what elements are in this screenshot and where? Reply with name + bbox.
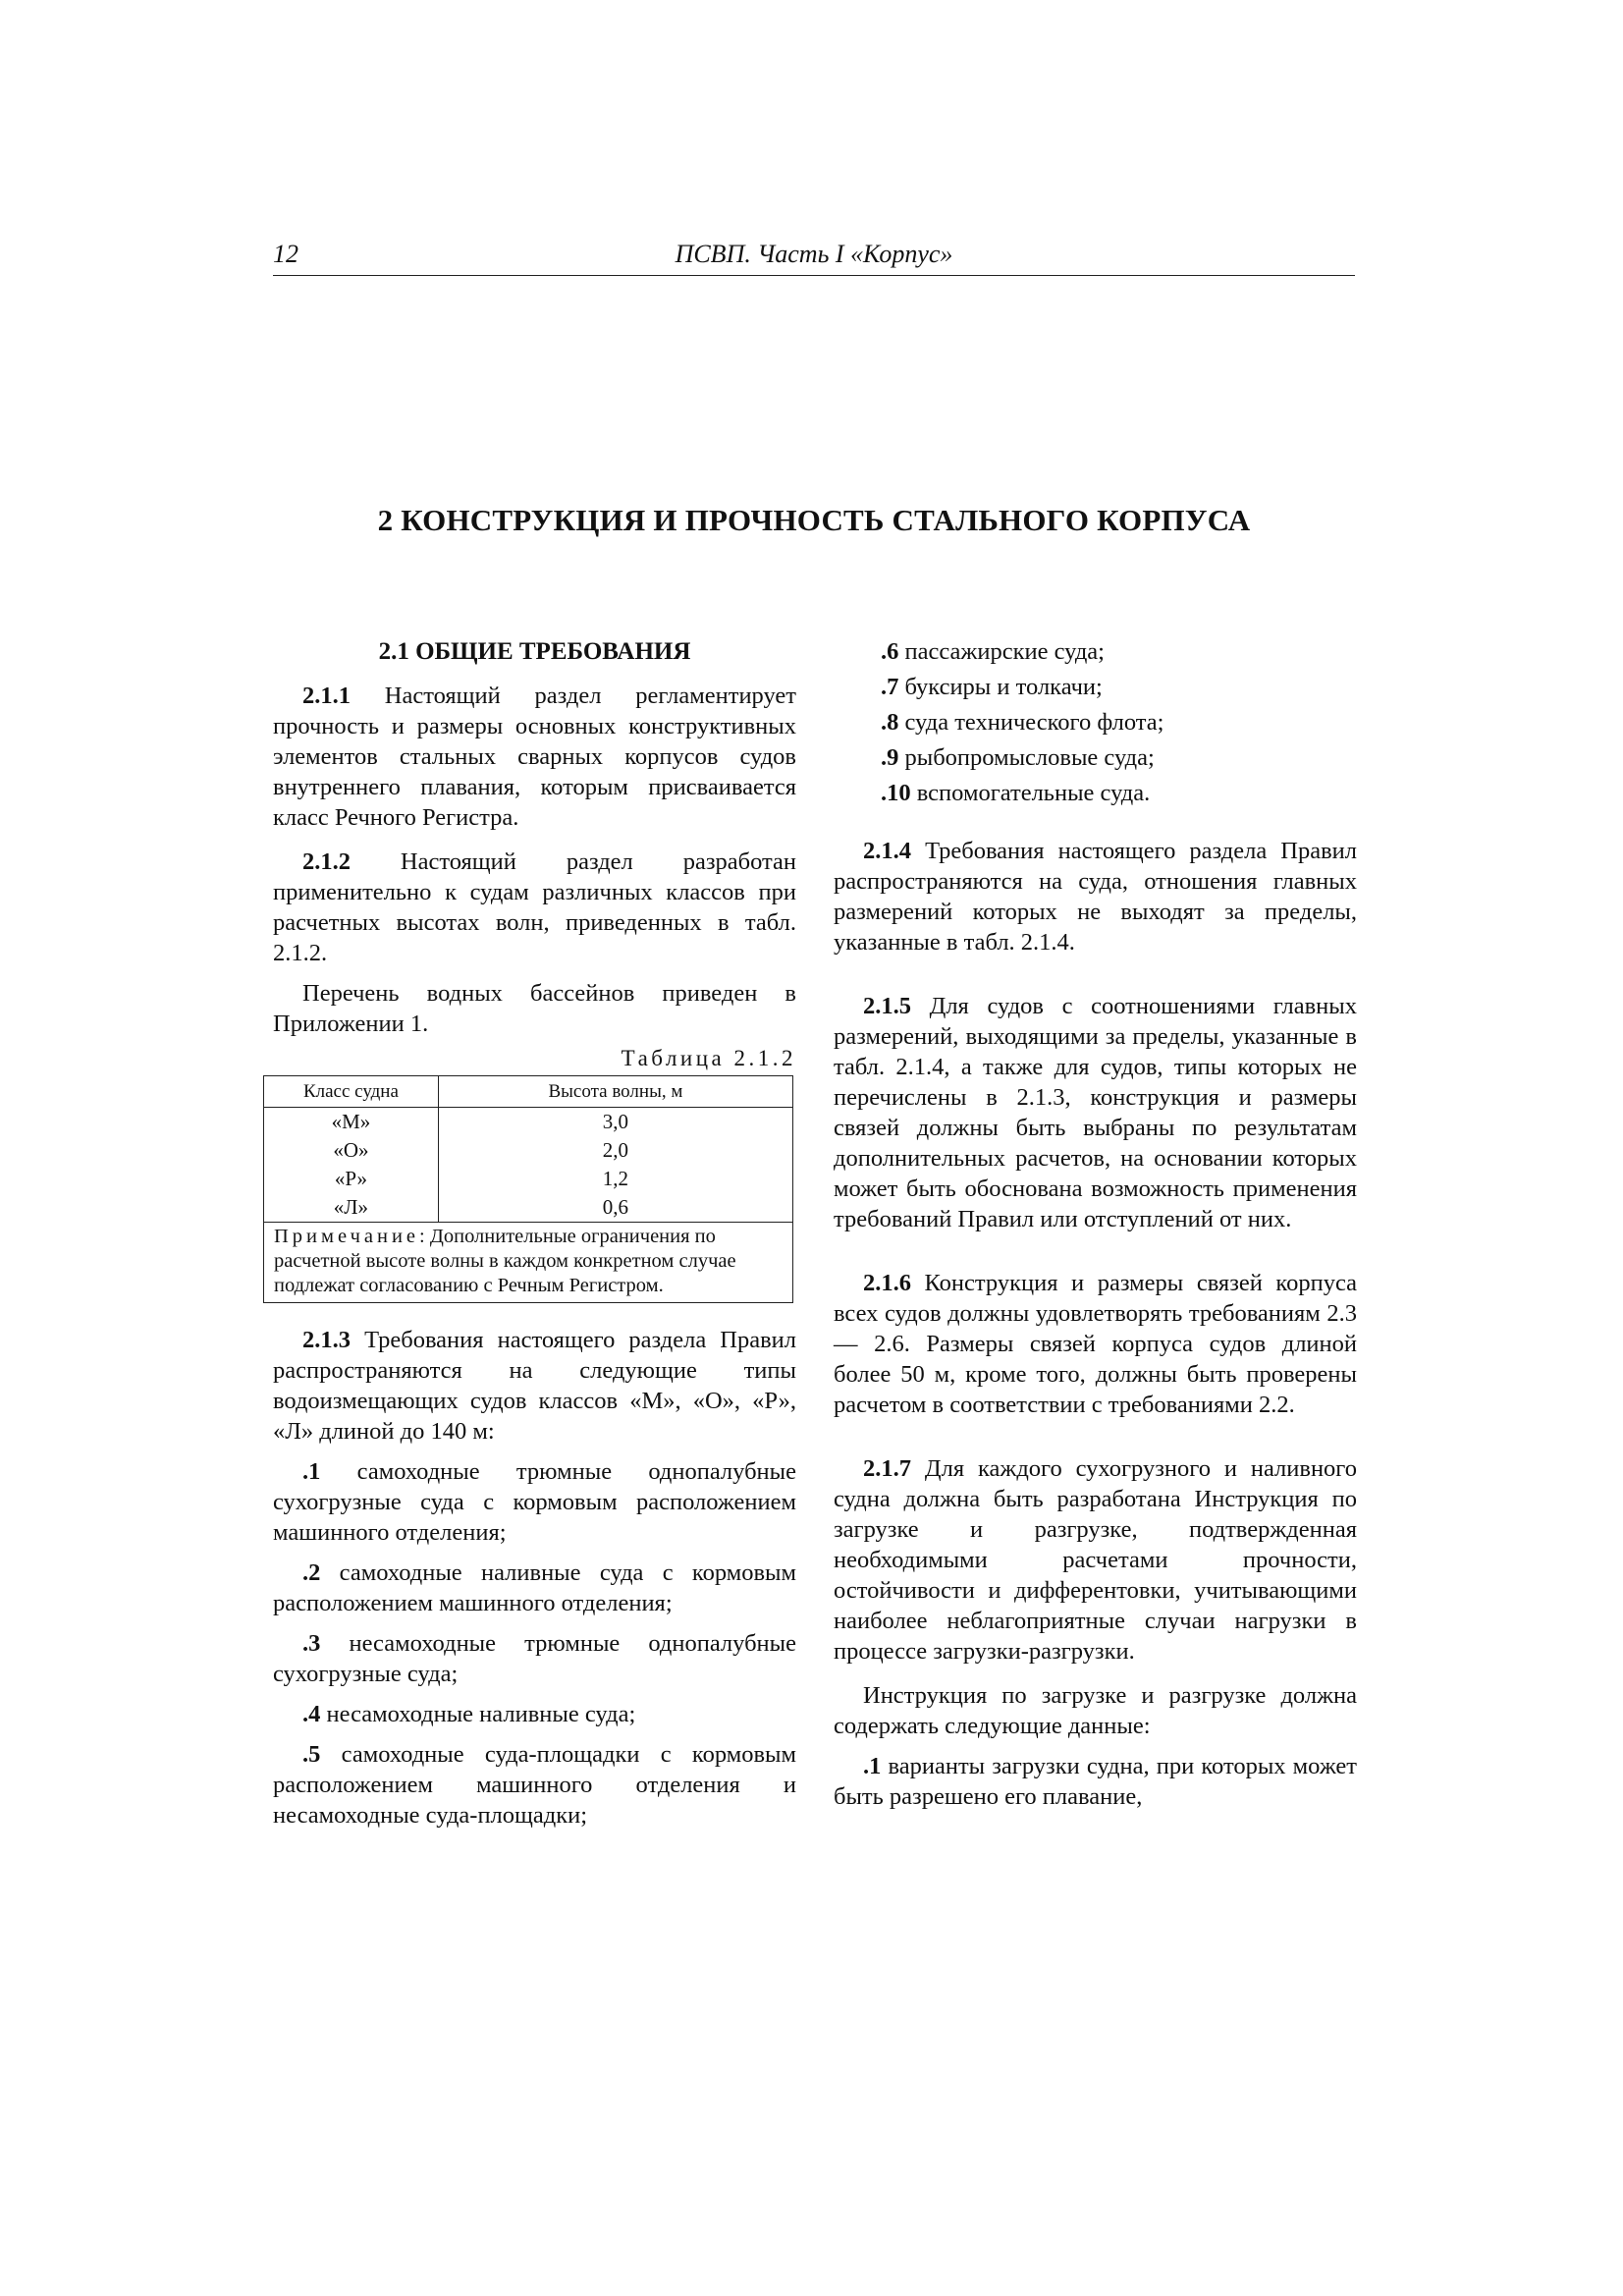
list-item: .1 самоходные трюмные однопалубные сухогрузные суда с кормовым расположением машинного отделения;	[273, 1458, 796, 1546]
note-label: Примечание	[274, 1226, 420, 1247]
right-column	[834, 636, 1357, 1812]
paragraph-2-1-4: 2.1.4 Требования настоящего раздела Правил распространяются на суда, отношения главных размерений которых не выходят за пределы, указанные в табл. 2.1.4.	[834, 838, 1357, 956]
paragraph-2-1-1: 2.1.1 Настоящий раздел регламентирует прочность и размеры основных конструктивных элементов стальных сварных корпусов судов внутреннего плавания, которым присваивается класс Речного Регистра.	[273, 683, 796, 831]
table-cell: «О»	[264, 1136, 439, 1165]
column-header-class: Класс судна	[264, 1076, 439, 1108]
chapter-title: 2 КОНСТРУКЦИЯ И ПРОЧНОСТЬ СТАЛЬНОГО КОРПУСА	[377, 503, 1251, 537]
list-item: .4 несамоходные наливные суда;	[302, 1701, 636, 1727]
list-item: .2 самоходные наливные суда с кормовым расположением машинного отделения;	[273, 1559, 796, 1616]
paragraph-2-1-2: 2.1.2 Настоящий раздел разработан применительно к судам различных классов при расчетных высотах волн, приведенных в табл. 2.1.2.	[273, 848, 796, 966]
list-item: .10 вспомогательные суда.	[881, 780, 1151, 806]
table-cell: 0,6	[438, 1193, 792, 1223]
table-cell: 2,0	[438, 1136, 792, 1165]
list-item: .9 рыбопромысловые суда;	[881, 744, 1155, 771]
running-title: ПСВП. Часть I «Корпус»	[675, 240, 953, 268]
list-item: .3 несамоходные трюмные однопалубные сухогрузные суда;	[273, 1630, 796, 1687]
paragraph-2-1-5: 2.1.5 Для судов с соотношениями главных размерений, выходящими за пределы, указанные в табл. 2.1.4, а также для судов, типы которых не перечислены в 2.1.3, конструкция и размеры связей должны быть выбраны по результатам дополнительных расчетов, на основании которых может быть обоснована возможность применения требований Правил или отступлений от них.	[834, 993, 1357, 1232]
wave-height-table	[263, 1075, 793, 1303]
paragraph-instruction: Инструкция по загрузке и разгрузке должна содержать следующие данные:	[834, 1682, 1357, 1739]
table-cell: 1,2	[438, 1165, 792, 1193]
list-item: .6 пассажирские суда;	[881, 638, 1105, 665]
clause-number: 2.1.3	[302, 1327, 351, 1353]
table-caption: Таблица 2.1.2	[621, 1046, 796, 1070]
table-row	[264, 1165, 793, 1193]
clause-number: 2.1.5	[863, 993, 911, 1019]
section-title: 2.1 ОБЩИЕ ТРЕБОВАНИЯ	[378, 638, 691, 665]
list-item: .7 буксиры и толкачи;	[881, 674, 1103, 700]
table-row	[264, 1108, 793, 1137]
list-item: .1 варианты загрузки судна, при которых может быть разрешено его плавание,	[834, 1753, 1357, 1810]
clause-number: 2.1.2	[302, 848, 351, 875]
clause-number: 2.1.1	[302, 683, 351, 709]
table-cell: «М»	[264, 1108, 439, 1137]
left-column	[273, 636, 796, 1831]
table-cell: 3,0	[438, 1108, 792, 1137]
clause-number: 2.1.7	[863, 1455, 911, 1482]
clause-number: 2.1.6	[863, 1270, 911, 1296]
clause-number: 2.1.4	[863, 838, 911, 864]
list-item: .5 самоходные суда-площадки с кормовым расположением машинного отделения и несамоходные суда-площадки;	[273, 1741, 796, 1829]
note-text: : Дополнительные ограничения по расчетной высоте волны в каждом конкретном случае подлежат согласованию с Речным Регистром.	[274, 1226, 736, 1296]
paragraph-2-1-3: 2.1.3 Требования настоящего раздела Правил распространяются на следующие типы водоизмещающих судов классов «М», «О», «Р», «Л» длиной до 140 м:	[273, 1327, 796, 1445]
table-cell: «Л»	[264, 1193, 439, 1223]
paragraph-basins: Перечень водных бассейнов приведен в Приложении 1.	[273, 980, 796, 1037]
table-cell: «Р»	[264, 1165, 439, 1193]
table-note-row	[264, 1223, 793, 1303]
list-item: .8 суда технического флота;	[881, 709, 1164, 736]
page-number: 12	[273, 240, 298, 268]
column-header-wave: Высота волны, м	[438, 1076, 792, 1108]
table-row	[264, 1136, 793, 1165]
table-row	[264, 1193, 793, 1223]
running-header	[273, 236, 1355, 276]
table-note	[264, 1223, 793, 1303]
paragraph-2-1-6: 2.1.6 Конструкция и размеры связей корпуса всех судов должны удовлетворять требованиям 2.3 — 2.6. Размеры связей корпуса судов длиной более 50 м, кроме того, должны быть проверены расчетом в соответствии с требованиями 2.2.	[834, 1270, 1357, 1418]
paragraph-2-1-7: 2.1.7 Для каждого сухогрузного и наливного судна должна быть разработана Инструкция по загрузке и разгрузке, подтвержденная необходимыми расчетами прочности, остойчивости и дифферентовки, учитывающими наиболее неблагоприятные случаи нагрузки в процессе загрузки-разгрузки.	[834, 1455, 1357, 1665]
